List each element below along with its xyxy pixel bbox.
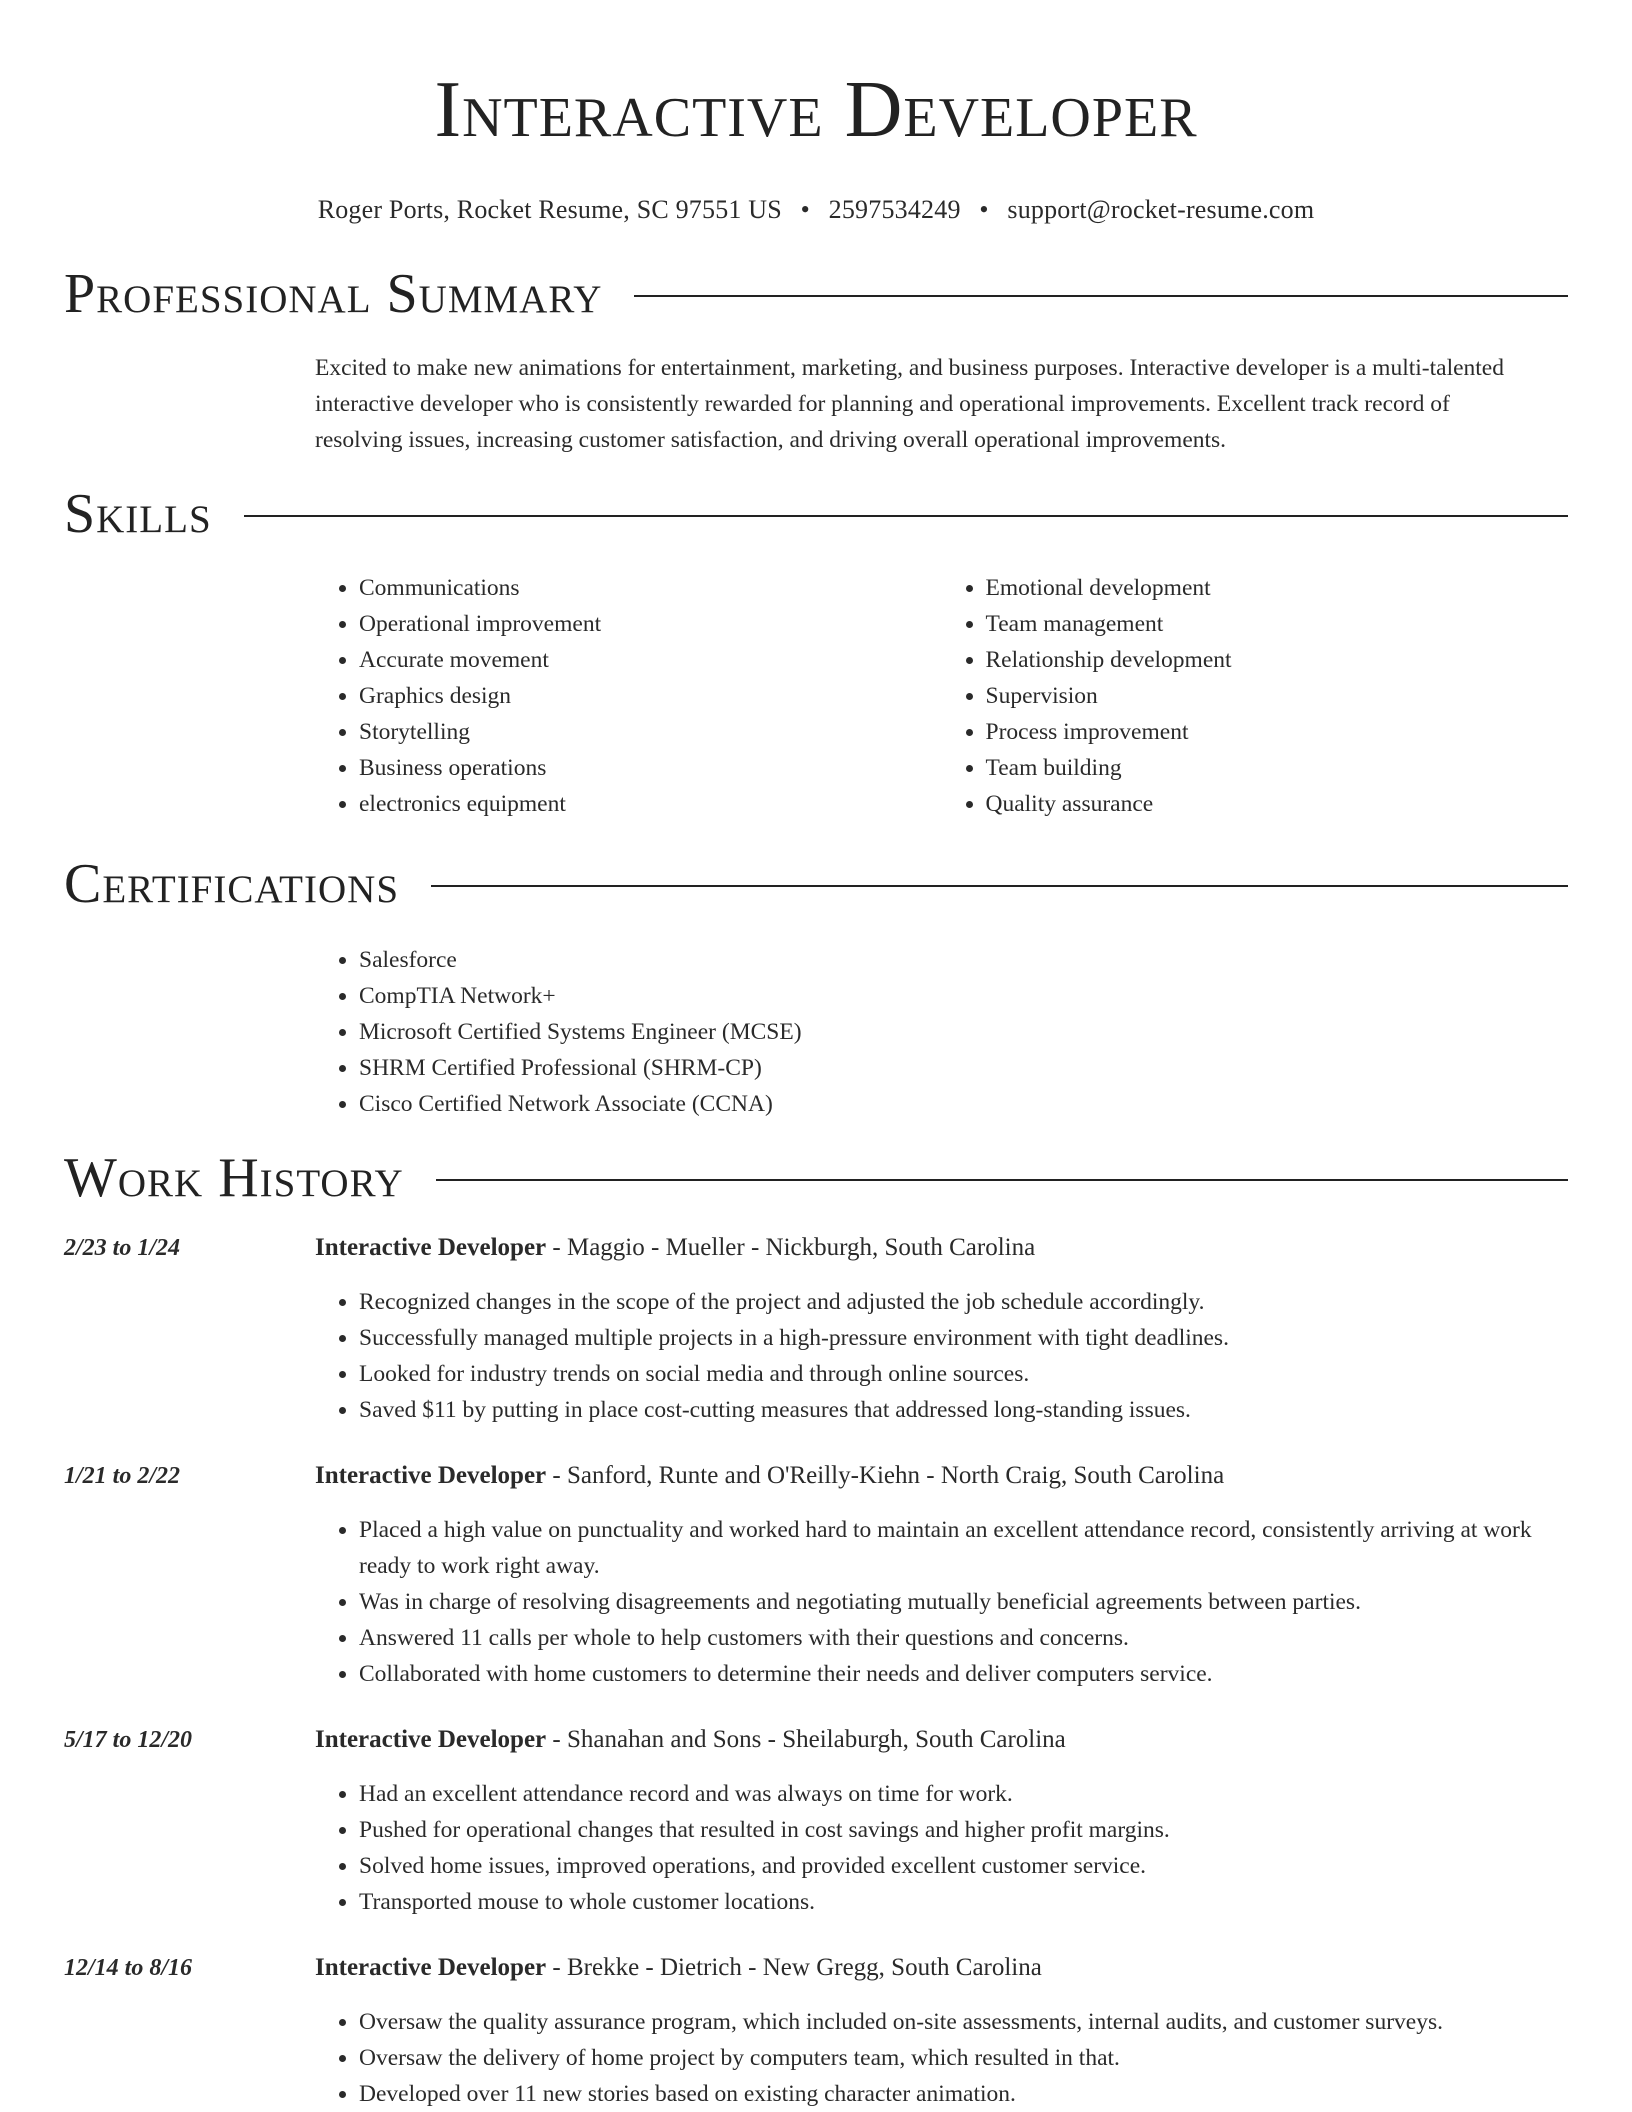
certifications-section-header xyxy=(64,852,1568,916)
job-role: Interactive Developer xyxy=(315,1726,547,1753)
job-bullet: • Developed over 11 new stories based on existing character animation. xyxy=(359,2076,1552,2112)
contact-address: Roger Ports, Rocket Resume, SC 97551 US xyxy=(317,195,782,224)
job-bullet: • Successfully managed multiple projects in a high-pressure environment with tight deadlines. xyxy=(359,1320,1552,1356)
skill-item: • Emotional development xyxy=(986,570,1569,606)
job-title-line xyxy=(315,1230,1552,1266)
skill-item: • electronics equipment xyxy=(359,786,942,822)
skill-item: • Operational improvement xyxy=(359,606,942,642)
job-entry xyxy=(64,1950,1568,2112)
work-history-section-header xyxy=(64,1146,1568,1210)
job-bullet: • Answered 11 calls per whole to help customers with their questions and concerns. xyxy=(359,1620,1552,1656)
section-divider xyxy=(634,295,1568,297)
job-title-line xyxy=(315,1458,1552,1494)
skill-item: • Quality assurance xyxy=(986,786,1569,822)
section-divider xyxy=(431,885,1568,887)
contact-separator: • xyxy=(979,195,989,224)
job-bullet: • Oversaw the delivery of home project by computers team, which resulted in that. xyxy=(359,2040,1552,2076)
certification-item: • Salesforce xyxy=(359,942,1568,978)
job-bullets xyxy=(315,2004,1552,2112)
skills-heading: Skills xyxy=(64,483,212,545)
skills-column-right xyxy=(942,570,1569,822)
job-details xyxy=(315,1950,1552,2112)
contact-separator: • xyxy=(800,195,810,224)
certifications-heading: Certifications xyxy=(64,853,400,915)
skill-item: • Graphics design xyxy=(359,678,942,714)
job-bullet: • Was in charge of resolving disagreements and negotiating mutually beneficial agreements between parties. xyxy=(359,1584,1552,1620)
skills-section-header xyxy=(64,482,1568,546)
certification-item: • Cisco Certified Network Associate (CCNA) xyxy=(359,1086,1568,1122)
job-details xyxy=(315,1722,1552,1920)
summary-section-header xyxy=(64,262,1568,326)
job-bullet: • Placed a high value on punctuality and worked hard to maintain an excellent attendance record, consistently arriving at work ready to work right away. xyxy=(359,1512,1552,1584)
contact-phone: 2597534249 xyxy=(828,195,961,224)
job-title-line xyxy=(315,1722,1552,1758)
certifications-list xyxy=(315,942,1568,1122)
job-dates: 2/23 to 1/24 xyxy=(64,1235,181,1261)
skill-item: • Relationship development xyxy=(986,642,1569,678)
job-dates: 5/17 to 12/20 xyxy=(64,1727,193,1753)
section-divider xyxy=(436,1179,1568,1181)
certification-item: • CompTIA Network+ xyxy=(359,978,1568,1014)
job-dates: 1/21 to 2/22 xyxy=(64,1463,181,1489)
job-bullet: • Looked for industry trends on social media and through online sources. xyxy=(359,1356,1552,1392)
job-bullets xyxy=(315,1284,1552,1428)
job-entry xyxy=(64,1458,1568,1692)
skills-column-left xyxy=(315,570,942,822)
job-role: Interactive Developer xyxy=(315,1234,547,1261)
job-bullets xyxy=(315,1776,1552,1920)
job-bullet: • Pushed for operational changes that resulted in cost savings and higher profit margins. xyxy=(359,1812,1552,1848)
summary-text: Excited to make new animations for entertainment, marketing, and business purposes. Interactive developer is a multi-talented interactive developer who is consistently rewarded for planning and operational improvements. Excellent track record of resolving issues, increasing customer satisfaction, and driving overall operational improvements. xyxy=(315,355,1504,453)
skill-item: • Team management xyxy=(986,606,1569,642)
job-dates: 12/14 to 8/16 xyxy=(64,1955,193,1981)
job-bullets xyxy=(315,1512,1552,1692)
job-bullet: • Saved $11 by putting in place cost-cutting measures that addressed long-standing issues. xyxy=(359,1392,1552,1428)
section-divider xyxy=(244,515,1568,517)
skill-item: • Business operations xyxy=(359,750,942,786)
skill-item: • Communications xyxy=(359,570,942,606)
job-employer: - Shanahan and Sons - Sheilaburgh, South Carolina xyxy=(546,1726,1066,1753)
job-bullet: • Solved home issues, improved operations, and provided excellent customer service. xyxy=(359,1848,1552,1884)
job-title-line xyxy=(315,1950,1552,1986)
resume-title: Interactive Developer xyxy=(434,66,1198,154)
work-history-heading: Work History xyxy=(64,1147,404,1209)
job-entry xyxy=(64,1722,1568,1920)
contact-email: support@rocket-resume.com xyxy=(1007,195,1315,224)
skill-item: • Supervision xyxy=(986,678,1569,714)
job-bullet: • Collaborated with home customers to determine their needs and deliver computers service. xyxy=(359,1656,1552,1692)
job-role: Interactive Developer xyxy=(315,1462,547,1489)
job-bullet: • Transported mouse to whole customer locations. xyxy=(359,1884,1552,1920)
job-employer: - Maggio - Mueller - Nickburgh, South Carolina xyxy=(546,1234,1036,1261)
job-details xyxy=(315,1458,1552,1692)
skill-item: • Storytelling xyxy=(359,714,942,750)
contact-line xyxy=(64,192,1568,228)
summary-heading: Professional Summary xyxy=(64,263,603,325)
job-employer: - Sanford, Runte and O'Reilly-Kiehn - North Craig, South Carolina xyxy=(546,1462,1225,1489)
skills-list xyxy=(315,570,1568,822)
skill-item: • Team building xyxy=(986,750,1569,786)
job-details xyxy=(315,1230,1552,1428)
skill-item: • Process improvement xyxy=(986,714,1569,750)
job-bullet: • Recognized changes in the scope of the project and adjusted the job schedule accordingly. xyxy=(359,1284,1552,1320)
job-bullet: • Had an excellent attendance record and was always on time for work. xyxy=(359,1776,1552,1812)
certification-item: • Microsoft Certified Systems Engineer (MCSE) xyxy=(359,1014,1568,1050)
job-employer: - Brekke - Dietrich - New Gregg, South Carolina xyxy=(546,1954,1042,1981)
skill-item: • Accurate movement xyxy=(359,642,942,678)
job-entry xyxy=(64,1230,1568,1428)
job-role: Interactive Developer xyxy=(315,1954,547,1981)
certification-item: • SHRM Certified Professional (SHRM-CP) xyxy=(359,1050,1568,1086)
job-bullet: • Oversaw the quality assurance program, which included on-site assessments, internal audits, and customer surveys. xyxy=(359,2004,1552,2040)
